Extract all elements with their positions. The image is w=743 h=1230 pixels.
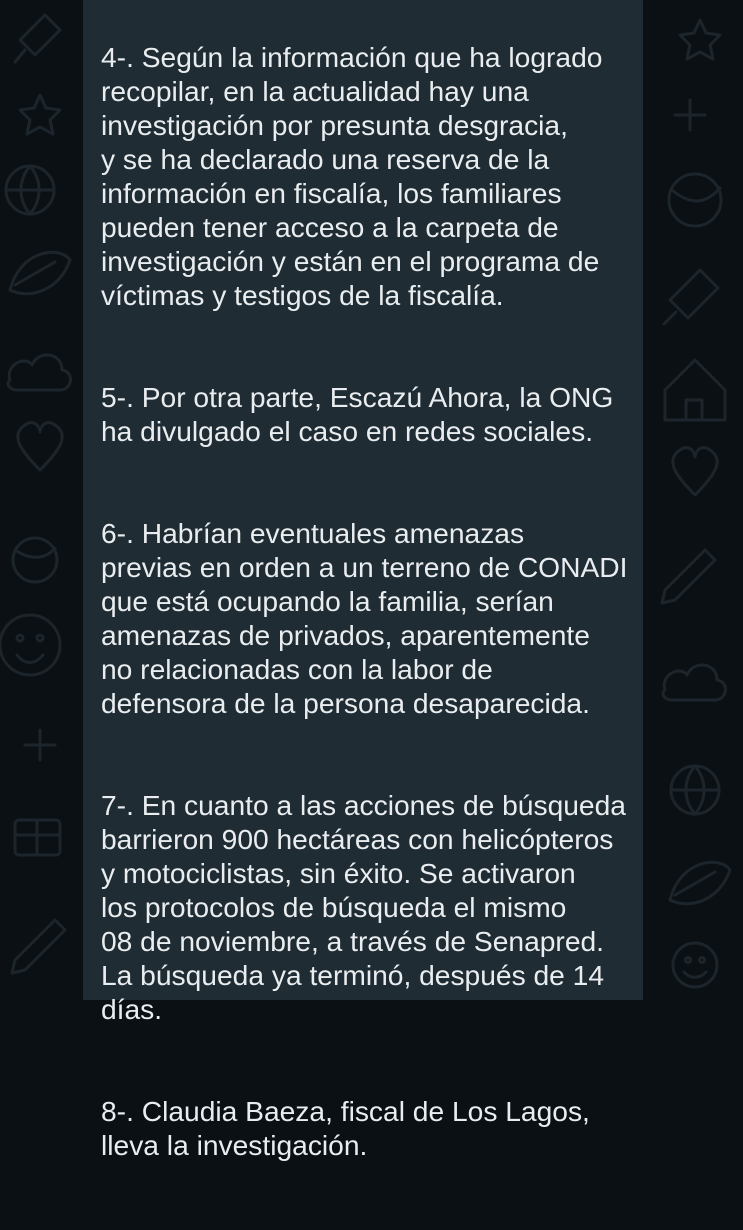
cloud-icon	[663, 665, 725, 700]
ball-icon	[13, 538, 57, 582]
gift-icon	[15, 820, 60, 855]
globe-icon	[6, 166, 54, 214]
ball-icon	[669, 174, 721, 226]
rocket-icon	[664, 270, 718, 324]
message-bubble[interactable]	[83, 0, 643, 1161]
paragraph-8: 8-. Claudia Baeza, fiscal de Los Lagos, lleva la investigación.	[101, 1095, 590, 1161]
star-icon	[20, 95, 60, 134]
smile-icon	[0, 615, 60, 675]
cloud-icon	[8, 355, 70, 390]
plus-icon	[25, 730, 55, 760]
paragraph-7: 7-. En cuanto a las acciones de búsqueda barrieron 900 hectáreas con helicópteros y motociclistas, sin éxito. Se activaron los protocolos de búsqueda el mismo 08 de noviembre, a través de Senapred. La búsqueda ya terminó, después de 14 días.	[101, 789, 626, 1025]
pencil-icon	[662, 550, 715, 603]
globe-icon	[671, 766, 719, 814]
pencil-icon	[12, 920, 65, 973]
house-icon	[665, 360, 725, 420]
heart-icon	[673, 448, 717, 495]
leaf-icon	[670, 862, 730, 904]
star-icon	[680, 20, 720, 59]
heart-icon	[18, 423, 62, 470]
paragraph-5: 5-. Por otra parte, Escazú Ahora, la ONG ha divulgado el caso en redes sociales.	[101, 381, 614, 447]
paragraph-4: 4-. Según la información que ha logrado recopilar, en la actualidad hay una investigación por presunta desgracia, y se ha declarado una reserva de la información en fiscalía, los familiares pueden tener acceso a la carpeta de investigación y están en el programa de víctimas y testigos de la fiscalía.	[101, 41, 603, 311]
rocket-icon	[15, 15, 60, 62]
plus-icon	[675, 100, 705, 130]
smile-icon	[673, 943, 717, 987]
leaf-icon	[10, 252, 70, 294]
message-text	[101, 6, 633, 1230]
paragraph-6: 6-. Habrían eventuales amenazas previas en orden a un terreno de CONADI que está ocupando la familia, serían amenazas de privados, aparentemente no relacionadas con la labor de defensora de la persona desaparecida.	[101, 517, 628, 719]
